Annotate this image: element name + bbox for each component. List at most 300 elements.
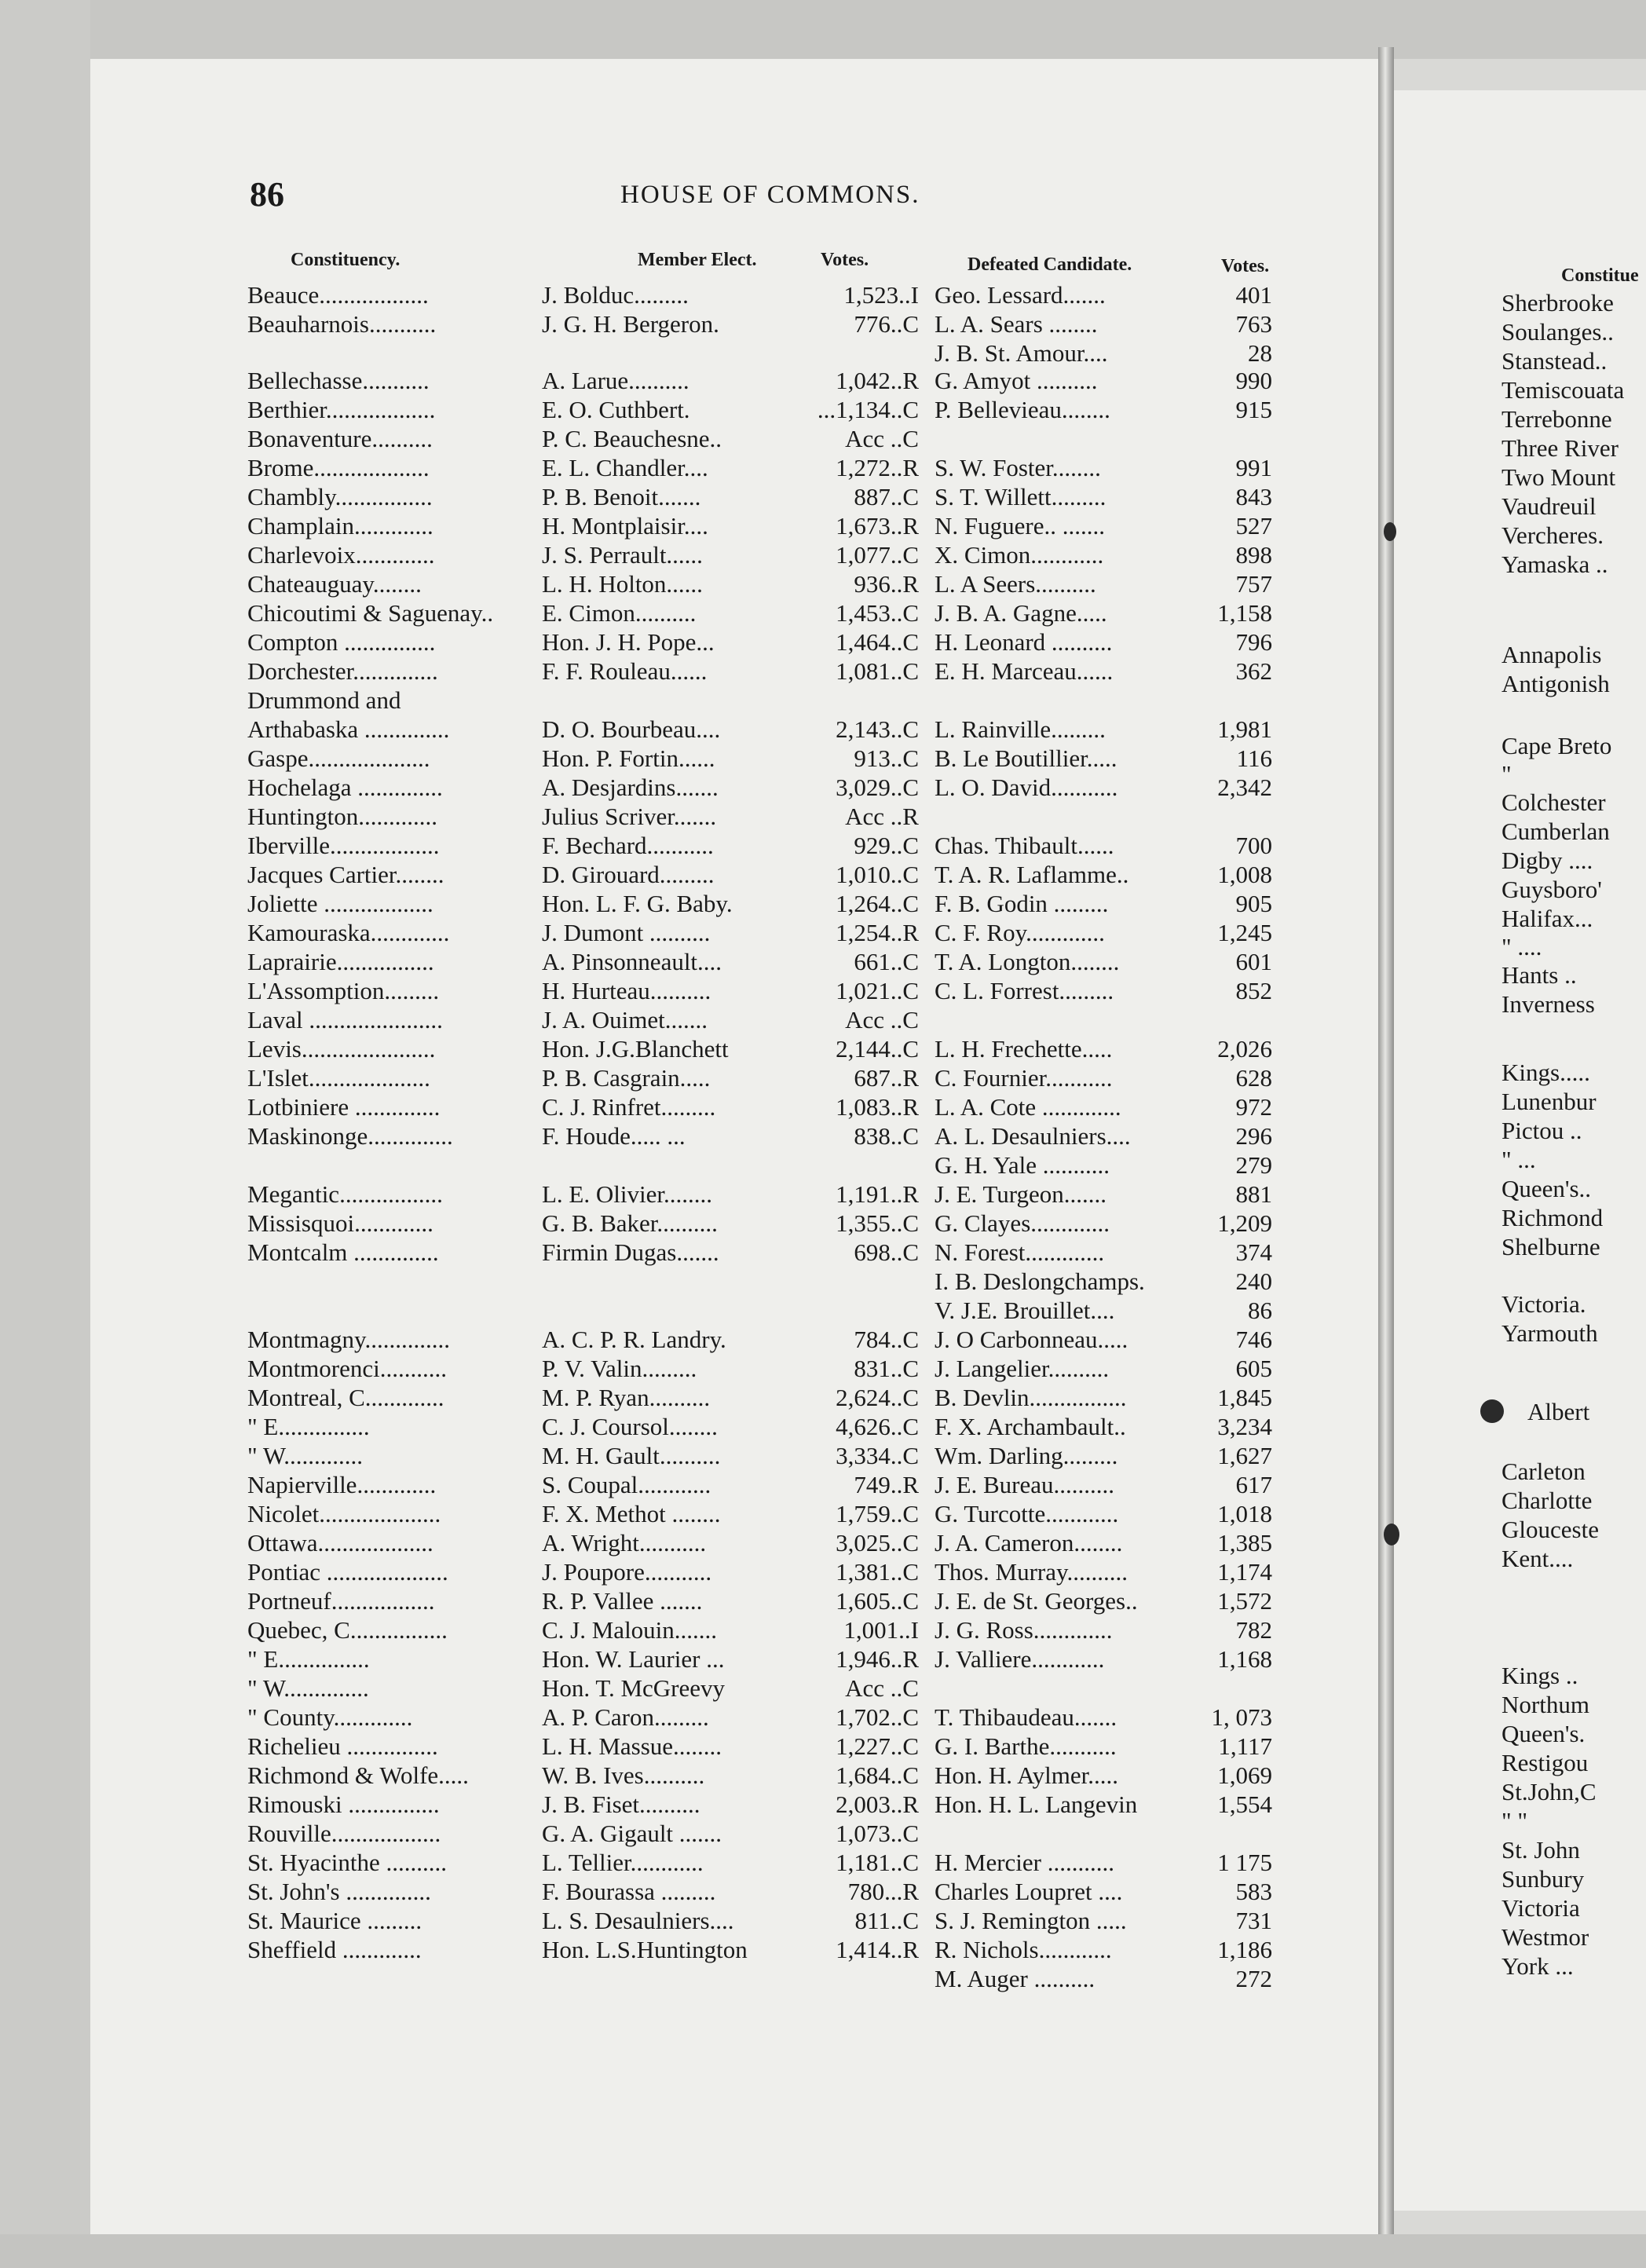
defeated-votes-cell: 1, 073 <box>1211 1703 1272 1731</box>
book-spine <box>1378 47 1394 2246</box>
defeated-votes-cell: 763 <box>1235 310 1272 338</box>
votes-cell: 1,254..R <box>836 919 919 946</box>
member-elect-cell: J. G. H. Bergeron. <box>542 310 719 338</box>
member-elect-cell: E. Cimon.......... <box>542 599 697 627</box>
constituency-cell: St. John's .............. <box>247 1878 431 1905</box>
defeated-candidate-cell: Hon. H. Aylmer..... <box>935 1761 1118 1789</box>
defeated-candidate-cell: P. Bellevieau........ <box>935 396 1110 423</box>
votes-cell: 1,081..C <box>836 657 919 685</box>
constituency-cell: Napierville............. <box>247 1471 437 1498</box>
member-elect-cell: L. S. Desaulniers.... <box>542 1907 734 1934</box>
header-member-elect: Member Elect. <box>638 250 757 270</box>
defeated-votes-cell: 1,117 <box>1218 1732 1272 1760</box>
defeated-votes-cell: 2,342 <box>1217 774 1272 801</box>
defeated-candidate-cell: F. X. Archambault.. <box>935 1413 1126 1440</box>
votes-cell: Acc ..R <box>845 803 919 830</box>
votes-cell: 1,414..R <box>836 1936 919 1963</box>
defeated-votes-cell: 3,234 <box>1217 1413 1272 1440</box>
member-elect-cell: Hon. L.S.Huntington <box>542 1936 748 1963</box>
right-page-constituency: York ... <box>1502 1952 1574 1980</box>
defeated-candidate-cell: G. H. Yale ........... <box>935 1151 1110 1179</box>
defeated-candidate-cell: J. G. Ross............. <box>935 1616 1113 1644</box>
constituency-cell: L'Islet.................... <box>247 1064 430 1092</box>
right-page-constituency: Digby .... <box>1502 847 1593 874</box>
votes-cell: 1,684..C <box>836 1761 919 1789</box>
right-page-constituency: Shelburne <box>1502 1233 1600 1260</box>
constituency-cell: " W.............. <box>247 1674 369 1702</box>
defeated-candidate-cell: J. Langelier.......... <box>935 1355 1110 1382</box>
votes-cell: 838..C <box>854 1122 919 1150</box>
constituency-cell: Laprairie................ <box>247 948 434 975</box>
constituency-cell: Chambly................ <box>247 483 433 510</box>
defeated-candidate-cell: Charles Loupret .... <box>935 1878 1123 1905</box>
votes-cell: 698..C <box>854 1238 919 1266</box>
member-elect-cell: H. Hurteau.......... <box>542 977 711 1004</box>
member-elect-cell: H. Montplaisir.... <box>542 512 708 540</box>
scan-border-bottom <box>0 2234 1646 2268</box>
votes-cell: 831..C <box>854 1355 919 1382</box>
right-page-constituency: Richmond <box>1502 1204 1604 1231</box>
member-elect-cell: W. B. Ives.......... <box>542 1761 705 1789</box>
defeated-votes-cell: 1,981 <box>1217 715 1272 743</box>
votes-cell: 1,381..C <box>836 1558 919 1586</box>
defeated-votes-cell: 1,069 <box>1217 1761 1272 1789</box>
votes-cell: 3,334..C <box>836 1442 919 1469</box>
member-elect-cell: D. Girouard......... <box>542 861 715 888</box>
member-elect-cell: Hon. P. Fortin...... <box>542 744 715 772</box>
defeated-candidate-cell: J. B. St. Amour.... <box>935 339 1108 367</box>
scan-border-left <box>0 0 90 2268</box>
defeated-candidate-cell: J. A. Cameron........ <box>935 1529 1123 1557</box>
constituency-cell: Iberville.................. <box>247 832 440 859</box>
votes-cell: 784..C <box>854 1326 919 1353</box>
defeated-candidate-cell: G. Amyot .......... <box>935 367 1098 394</box>
member-elect-cell: L. H. Massue........ <box>542 1732 722 1760</box>
defeated-votes-cell: 852 <box>1235 977 1272 1004</box>
member-elect-cell: Hon. W. Laurier ... <box>542 1645 725 1673</box>
defeated-candidate-cell: X. Cimon............ <box>935 541 1104 569</box>
member-elect-cell: Hon. J.G.Blanchett <box>542 1035 729 1063</box>
votes-cell: 1,181..C <box>836 1849 919 1876</box>
defeated-votes-cell: 881 <box>1235 1180 1272 1208</box>
votes-cell: 776..C <box>854 310 919 338</box>
votes-cell: 1,523..I <box>843 281 919 309</box>
constituency-cell: Montreal, C............. <box>247 1384 444 1411</box>
right-page-constituency: Restigou <box>1502 1749 1589 1776</box>
constituency-cell: Missisquoi............. <box>247 1209 433 1237</box>
constituency-cell: " W............. <box>247 1442 364 1469</box>
member-elect-cell: C. J. Rinfret......... <box>542 1093 716 1121</box>
votes-cell: 1,001..I <box>843 1616 919 1644</box>
defeated-candidate-cell: B. Devlin................ <box>935 1384 1127 1411</box>
defeated-candidate-cell: J. E. de St. Georges.. <box>935 1587 1138 1615</box>
header-votes: Votes. <box>821 250 869 270</box>
right-page-constituency: " ... <box>1502 1146 1536 1173</box>
votes-cell: 4,626..C <box>836 1413 919 1440</box>
constituency-cell: Richelieu ............... <box>247 1732 438 1760</box>
defeated-votes-cell: 2,026 <box>1217 1035 1272 1063</box>
member-elect-cell: Hon. L. F. G. Baby. <box>542 890 733 917</box>
right-page-constituency: Lunenbur <box>1502 1088 1597 1115</box>
defeated-votes-cell: 605 <box>1235 1355 1272 1382</box>
member-elect-cell: F. F. Rouleau...... <box>542 657 708 685</box>
defeated-votes-cell: 915 <box>1235 396 1272 423</box>
constituency-cell: Chicoutimi & Saguenay.. <box>247 599 494 627</box>
defeated-votes-cell: 1,845 <box>1217 1384 1272 1411</box>
defeated-votes-cell: 731 <box>1235 1907 1272 1934</box>
right-page-constituency: Terrebonne <box>1502 405 1612 433</box>
votes-cell: 1,464..C <box>836 628 919 656</box>
scan-border-top <box>0 0 1646 59</box>
member-elect-cell: A. P. Caron......... <box>542 1703 709 1731</box>
defeated-candidate-cell: J. E. Turgeon....... <box>935 1180 1107 1208</box>
member-elect-cell: F. Bourassa ......... <box>542 1878 716 1905</box>
votes-cell: 1,272..R <box>836 454 919 481</box>
member-elect-cell: Hon. J. H. Pope... <box>542 628 715 656</box>
right-page-constituency: Stanstead.. <box>1502 347 1608 375</box>
member-elect-cell: M. H. Gault.......... <box>542 1442 721 1469</box>
defeated-votes-cell: 796 <box>1235 628 1272 656</box>
right-page-constituency: Annapolis <box>1502 641 1602 668</box>
right-page-constituency: Vaudreuil <box>1502 492 1597 520</box>
constituency-cell: Berthier.................. <box>247 396 436 423</box>
constituency-cell: " E............... <box>247 1645 370 1673</box>
constituency-cell: Montmagny.............. <box>247 1326 451 1353</box>
constituency-cell: St. Hyacinthe .......... <box>247 1849 447 1876</box>
defeated-candidate-cell: T. Thibaudeau....... <box>935 1703 1117 1731</box>
defeated-votes-cell: 898 <box>1235 541 1272 569</box>
defeated-candidate-cell: F. B. Godin ......... <box>935 890 1109 917</box>
defeated-candidate-cell: G. Clayes............. <box>935 1209 1110 1237</box>
constituency-cell: Charlevoix............. <box>247 541 435 569</box>
member-elect-cell: F. Houde..... ... <box>542 1122 686 1150</box>
defeated-votes-cell: 362 <box>1235 657 1272 685</box>
constituency-cell: Maskinonge.............. <box>247 1122 453 1150</box>
defeated-votes-cell: 240 <box>1235 1268 1272 1295</box>
member-elect-cell: J. S. Perrault...... <box>542 541 703 569</box>
constituency-cell: Hochelaga .............. <box>247 774 443 801</box>
member-elect-cell: P. B. Casgrain..... <box>542 1064 711 1092</box>
right-page-constituency: St.John,C <box>1502 1778 1597 1805</box>
member-elect-cell: M. P. Ryan.......... <box>542 1384 711 1411</box>
constituency-cell: Dorchester.............. <box>247 657 438 685</box>
right-page-constituency: Westmor <box>1502 1923 1589 1951</box>
right-page-constituency: Antigonish <box>1502 670 1610 697</box>
defeated-votes-cell: 272 <box>1235 1965 1272 1992</box>
ink-blot <box>1480 1399 1504 1423</box>
member-elect-cell: A. C. P. R. Landry. <box>542 1326 726 1353</box>
member-elect-cell: J. A. Ouimet....... <box>542 1006 708 1033</box>
defeated-candidate-cell: M. Auger .......... <box>935 1965 1096 1992</box>
constituency-cell: Montcalm .............. <box>247 1238 439 1266</box>
defeated-candidate-cell: L. A. Sears ........ <box>935 310 1098 338</box>
votes-cell: 929..C <box>854 832 919 859</box>
right-page-header: Constitue <box>1561 265 1639 286</box>
right-page-constituency: Halifax... <box>1502 905 1593 932</box>
votes-cell: 1,759..C <box>836 1500 919 1527</box>
constituency-cell: Drummond and <box>247 686 401 714</box>
member-elect-cell: F. Bechard........... <box>542 832 714 859</box>
right-page-constituency: Two Mount <box>1502 463 1616 491</box>
defeated-candidate-cell: R. Nichols............ <box>935 1936 1112 1963</box>
defeated-candidate-cell: C. F. Roy............. <box>935 919 1105 946</box>
member-elect-cell: G. A. Gigault ....... <box>542 1820 722 1847</box>
votes-cell: 3,029..C <box>836 774 919 801</box>
defeated-votes-cell: 843 <box>1235 483 1272 510</box>
defeated-candidate-cell: T. A. R. Laflamme.. <box>935 861 1129 888</box>
member-elect-cell: A. Wright........... <box>542 1529 707 1557</box>
defeated-votes-cell: 527 <box>1235 512 1272 540</box>
defeated-votes-cell: 905 <box>1235 890 1272 917</box>
member-elect-cell: L. H. Holton...... <box>542 570 703 598</box>
right-page-constituency: Glouceste <box>1502 1516 1599 1543</box>
votes-cell: 1,191..R <box>836 1180 919 1208</box>
member-elect-cell: E. L. Chandler.... <box>542 454 708 481</box>
member-elect-cell: Firmin Dugas....... <box>542 1238 719 1266</box>
defeated-votes-cell: 1,008 <box>1217 861 1272 888</box>
constituency-cell: Beauce.................. <box>247 281 429 309</box>
member-elect-cell: F. X. Methot ........ <box>542 1500 721 1527</box>
defeated-candidate-cell: C. Fournier........... <box>935 1064 1113 1092</box>
votes-cell: 3,025..C <box>836 1529 919 1557</box>
defeated-votes-cell: 583 <box>1235 1878 1272 1905</box>
votes-cell: 2,144..C <box>836 1035 919 1063</box>
constituency-cell: Rimouski ............... <box>247 1791 440 1818</box>
defeated-votes-cell: 782 <box>1235 1616 1272 1644</box>
right-page-constituency: St. John <box>1502 1836 1580 1864</box>
defeated-candidate-cell: L. O. David........... <box>935 774 1118 801</box>
right-page-constituency: Cumberlan <box>1502 818 1610 845</box>
defeated-candidate-cell: V. J.E. Brouillet.... <box>935 1297 1115 1324</box>
constituency-cell: Montmorenci........... <box>247 1355 447 1382</box>
constituency-cell: Nicolet.................... <box>247 1500 441 1527</box>
constituency-cell: Chateauguay........ <box>247 570 422 598</box>
member-elect-cell: A. Desjardins....... <box>542 774 719 801</box>
defeated-candidate-cell: Wm. Darling......... <box>935 1442 1118 1469</box>
votes-cell: Acc ..C <box>845 1006 919 1033</box>
defeated-candidate-cell: Thos. Murray.......... <box>935 1558 1128 1586</box>
constituency-cell: Brome................... <box>247 454 430 481</box>
constituency-cell: St. Maurice ......... <box>247 1907 422 1934</box>
right-page-constituency: Colchester <box>1502 788 1606 816</box>
member-elect-cell: E. O. Cuthbert. <box>542 396 690 423</box>
constituency-cell: L'Assomption......... <box>247 977 440 1004</box>
member-elect-cell: A. Pinsonneault.... <box>542 948 722 975</box>
right-page-constituency: Yamaska .. <box>1502 551 1608 578</box>
defeated-candidate-cell: J. E. Bureau.......... <box>935 1471 1115 1498</box>
right-page-constituency: Cape Breto <box>1502 732 1612 759</box>
defeated-votes-cell: 1,174 <box>1217 1558 1272 1586</box>
member-elect-cell: P. V. Valin......... <box>542 1355 697 1382</box>
member-elect-cell: P. C. Beauchesne.. <box>542 425 722 452</box>
defeated-candidate-cell: Geo. Lessard....... <box>935 281 1106 309</box>
member-elect-cell: Julius Scriver....... <box>542 803 717 830</box>
defeated-candidate-cell: Hon. H. L. Langevin <box>935 1791 1138 1818</box>
votes-cell: 1,605..C <box>836 1587 919 1615</box>
defeated-votes-cell: 1,245 <box>1217 919 1272 946</box>
right-page-constituency: Victoria. <box>1502 1290 1586 1318</box>
defeated-votes-cell: 279 <box>1235 1151 1272 1179</box>
votes-cell: 1,073..C <box>836 1820 919 1847</box>
right-page-constituency: Queen's. <box>1502 1720 1586 1747</box>
member-elect-cell: G. B. Baker.......... <box>542 1209 718 1237</box>
right-page-constituency: Guysboro' <box>1502 876 1602 903</box>
defeated-votes-cell: 28 <box>1248 339 1272 367</box>
defeated-candidate-cell: H. Leonard .......... <box>935 628 1113 656</box>
constituency-cell: " E............... <box>247 1413 370 1440</box>
defeated-votes-cell: 86 <box>1248 1297 1272 1324</box>
right-page-constituency: Kings..... <box>1502 1059 1590 1086</box>
member-elect-cell: J. Poupore........... <box>542 1558 712 1586</box>
votes-cell: 1,702..C <box>836 1703 919 1731</box>
votes-cell: 1,673..R <box>836 512 919 540</box>
member-elect-cell: J. Dumont .......... <box>542 919 711 946</box>
ink-blot <box>1384 522 1396 541</box>
right-page-constituency: Inverness <box>1502 990 1595 1018</box>
right-page-constituency: Sunbury <box>1502 1865 1585 1893</box>
header-defeated-votes: Votes. <box>1221 256 1270 276</box>
right-page-constituency: Yarmouth <box>1502 1319 1598 1347</box>
votes-cell: 661..C <box>854 948 919 975</box>
defeated-candidate-cell: L. H. Frechette..... <box>935 1035 1113 1063</box>
right-page-constituency: Northum <box>1502 1691 1589 1718</box>
votes-cell: 811..C <box>854 1907 919 1934</box>
votes-cell: 1,264..C <box>836 890 919 917</box>
votes-cell: 1,021..C <box>836 977 919 1004</box>
defeated-votes-cell: 374 <box>1235 1238 1272 1266</box>
votes-cell: 1,946..R <box>836 1645 919 1673</box>
right-page-constituency: Kent.... <box>1502 1545 1574 1572</box>
constituency-cell: Arthabaska .............. <box>247 715 450 743</box>
constituency-cell: Huntington............. <box>247 803 437 830</box>
defeated-votes-cell: 1,627 <box>1217 1442 1272 1469</box>
votes-cell: 1,083..R <box>836 1093 919 1121</box>
defeated-votes-cell: 991 <box>1235 454 1272 481</box>
right-page-constituency: " <box>1502 760 1512 788</box>
constituency-cell: " County............. <box>247 1703 413 1731</box>
constituency-cell: Gaspe.................... <box>247 744 430 772</box>
defeated-candidate-cell: J. O Carbonneau..... <box>935 1326 1128 1353</box>
constituency-cell: Bonaventure.......... <box>247 425 433 452</box>
defeated-candidate-cell: H. Mercier ........... <box>935 1849 1114 1876</box>
constituency-cell: Compton ............... <box>247 628 436 656</box>
votes-cell: Acc ..C <box>845 1674 919 1702</box>
constituency-cell: Portneuf................. <box>247 1587 435 1615</box>
defeated-votes-cell: 1,385 <box>1217 1529 1272 1557</box>
votes-cell: 936..R <box>854 570 919 598</box>
votes-cell: Acc ..C <box>845 425 919 452</box>
constituency-cell: Jacques Cartier........ <box>247 861 444 888</box>
defeated-candidate-cell: L. Rainville......... <box>935 715 1106 743</box>
member-elect-cell: L. E. Olivier........ <box>542 1180 712 1208</box>
votes-cell: 1,227..C <box>836 1732 919 1760</box>
right-page-constituency: Soulanges.. <box>1502 318 1614 346</box>
constituency-cell: Laval ...................... <box>247 1006 443 1033</box>
defeated-candidate-cell: N. Forest............. <box>935 1238 1105 1266</box>
defeated-votes-cell: 1,186 <box>1217 1936 1272 1963</box>
right-page-constituency: Hants .. <box>1502 961 1577 989</box>
right-page-constituency: Sherbrooke <box>1502 289 1614 316</box>
defeated-votes-cell: 1,168 <box>1217 1645 1272 1673</box>
defeated-votes-cell: 1 175 <box>1217 1849 1272 1876</box>
defeated-votes-cell: 1,554 <box>1217 1791 1272 1818</box>
defeated-candidate-cell: A. L. Desaulniers.... <box>935 1122 1131 1150</box>
defeated-votes-cell: 700 <box>1235 832 1272 859</box>
member-elect-cell: S. Coupal............ <box>542 1471 711 1498</box>
defeated-candidate-cell: S. W. Foster........ <box>935 454 1101 481</box>
votes-cell: ...1,134..C <box>817 396 919 423</box>
right-page-constituency: Kings .. <box>1502 1662 1578 1689</box>
constituency-cell: Beauharnois........... <box>247 310 437 338</box>
defeated-votes-cell: 1,158 <box>1217 599 1272 627</box>
right-page-constituency: " .... <box>1502 933 1542 960</box>
votes-cell: 2,143..C <box>836 715 919 743</box>
defeated-votes-cell: 1,572 <box>1217 1587 1272 1615</box>
defeated-votes-cell: 1,209 <box>1217 1209 1272 1237</box>
votes-cell: 1,010..C <box>836 861 919 888</box>
votes-cell: 2,003..R <box>836 1791 919 1818</box>
votes-cell: 1,077..C <box>836 541 919 569</box>
header-constituency: Constituency. <box>291 250 401 270</box>
member-elect-cell: A. Larue.......... <box>542 367 689 394</box>
member-elect-cell: Hon. T. McGreevy <box>542 1674 726 1702</box>
defeated-candidate-cell: I. B. Deslongchamps. <box>935 1268 1145 1295</box>
votes-cell: 913..C <box>854 744 919 772</box>
constituency-cell: Sheffield ............. <box>247 1936 422 1963</box>
right-page-constituency: Carleton <box>1502 1458 1586 1485</box>
defeated-votes-cell: 116 <box>1236 744 1272 772</box>
member-elect-cell: J. Bolduc......... <box>542 281 689 309</box>
defeated-candidate-cell: J. B. A. Gagne..... <box>935 599 1107 627</box>
right-page-constituency: Temiscouata <box>1502 376 1625 404</box>
defeated-candidate-cell: J. Valliere............ <box>935 1645 1105 1673</box>
ink-blot <box>1384 1524 1399 1546</box>
header-defeated-candidate: Defeated Candidate. <box>967 254 1132 275</box>
right-page-constituency: Three River <box>1502 434 1619 462</box>
defeated-votes-cell: 972 <box>1235 1093 1272 1121</box>
constituency-cell: Champlain............. <box>247 512 433 540</box>
defeated-candidate-cell: E. H. Marceau...... <box>935 657 1114 685</box>
right-page-constituency: Victoria <box>1502 1894 1580 1922</box>
votes-cell: 1,355..C <box>836 1209 919 1237</box>
defeated-candidate-cell: T. A. Longton........ <box>935 948 1120 975</box>
votes-cell: 749..R <box>854 1471 919 1498</box>
constituency-cell: Levis...................... <box>247 1035 436 1063</box>
member-elect-cell: L. Tellier............ <box>542 1849 704 1876</box>
right-page-constituency: Charlotte <box>1502 1487 1593 1514</box>
running-head: HOUSE OF COMMONS. <box>620 181 920 209</box>
member-elect-cell: C. J. Coursol........ <box>542 1413 718 1440</box>
constituency-cell: Lotbiniere .............. <box>247 1093 441 1121</box>
defeated-votes-cell: 746 <box>1235 1326 1272 1353</box>
votes-cell: 2,624..C <box>836 1384 919 1411</box>
constituency-cell: Pontiac .................... <box>247 1558 448 1586</box>
constituency-cell: Kamouraska............. <box>247 919 450 946</box>
member-elect-cell: R. P. Vallee ....... <box>542 1587 703 1615</box>
right-page-constituency: Queen's.. <box>1502 1175 1592 1202</box>
member-elect-cell: P. B. Benoit....... <box>542 483 701 510</box>
constituency-cell: Megantic................. <box>247 1180 443 1208</box>
right-page-constituency: Pictou .. <box>1502 1117 1582 1144</box>
constituency-cell: Joliette .................. <box>247 890 433 917</box>
defeated-candidate-cell: C. L. Forrest......... <box>935 977 1114 1004</box>
votes-cell: 1,042..R <box>836 367 919 394</box>
constituency-cell: Ottawa................... <box>247 1529 433 1557</box>
defeated-votes-cell: 757 <box>1235 570 1272 598</box>
right-page-constituency: Albert <box>1527 1398 1590 1425</box>
defeated-candidate-cell: L. A Seers.......... <box>935 570 1096 598</box>
constituency-cell: Quebec, C................ <box>247 1616 448 1644</box>
